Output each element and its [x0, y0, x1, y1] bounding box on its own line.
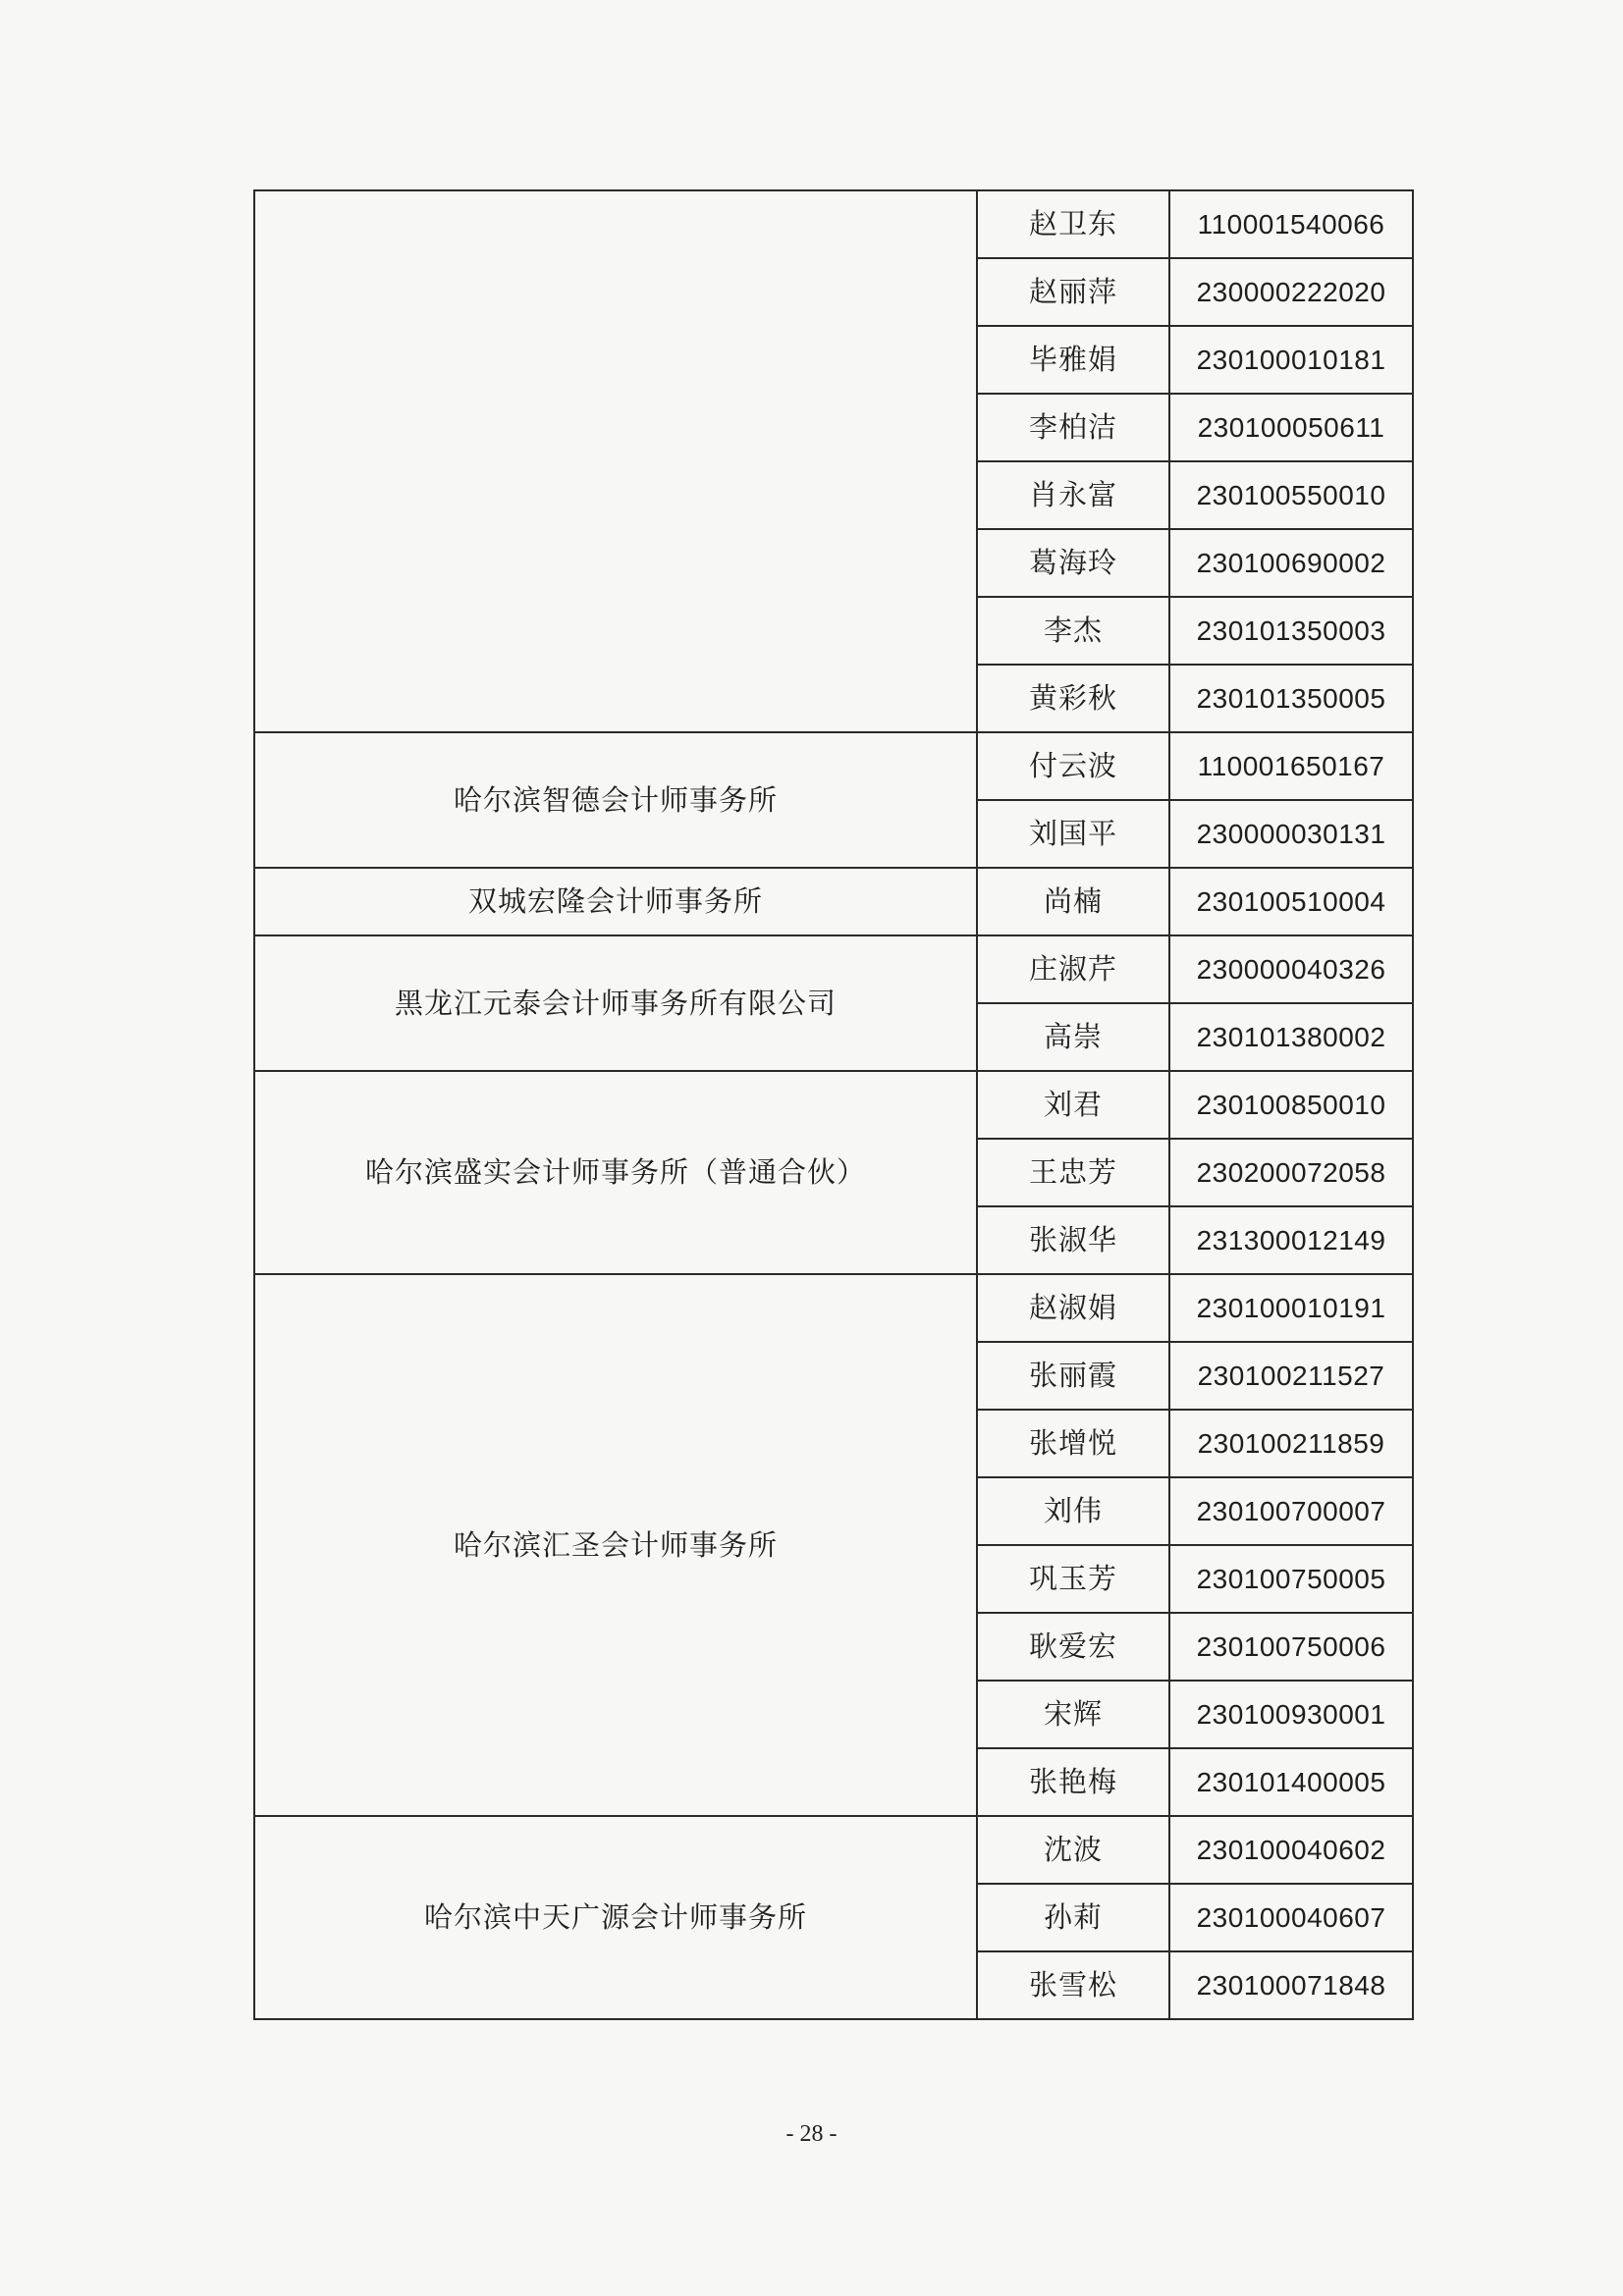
accountant-name-cell: 沈波	[977, 1816, 1169, 1884]
certificate-number-cell: 230101350005	[1169, 665, 1413, 732]
accountant-name-cell: 毕雅娟	[977, 326, 1169, 394]
certificate-number-cell: 231300012149	[1169, 1206, 1413, 1274]
firm-name-cell: 哈尔滨盛实会计师事务所（普通合伙）	[254, 1071, 977, 1274]
certificate-number-cell: 230100700007	[1169, 1477, 1413, 1545]
table-row	[254, 1071, 1413, 1139]
certificate-number-cell: 230101400005	[1169, 1748, 1413, 1816]
certificate-number-cell: 230200072058	[1169, 1139, 1413, 1206]
accountant-name-cell: 张雪松	[977, 1951, 1169, 2019]
certificate-number-cell: 230100850010	[1169, 1071, 1413, 1139]
certificate-number-cell: 230101380002	[1169, 1003, 1413, 1071]
accountant-name-cell: 刘君	[977, 1071, 1169, 1139]
accountant-name-cell: 张丽霞	[977, 1342, 1169, 1410]
accountant-name-cell: 李杰	[977, 597, 1169, 665]
firm-name-cell: 双城宏隆会计师事务所	[254, 868, 977, 935]
accountant-name-cell: 巩玉芳	[977, 1545, 1169, 1613]
accountant-name-cell: 孙莉	[977, 1884, 1169, 1951]
table-row	[254, 190, 1413, 258]
accountant-name-cell: 刘伟	[977, 1477, 1169, 1545]
accountant-table-body	[254, 190, 1413, 2019]
accountant-table	[253, 189, 1414, 2020]
certificate-number-cell: 230000030131	[1169, 800, 1413, 868]
accountant-name-cell: 赵淑娟	[977, 1274, 1169, 1342]
certificate-number-cell: 230100211527	[1169, 1342, 1413, 1410]
accountant-name-cell: 庄淑芹	[977, 935, 1169, 1003]
accountant-name-cell: 宋辉	[977, 1681, 1169, 1748]
accountant-name-cell: 黄彩秋	[977, 665, 1169, 732]
accountant-name-cell: 刘国平	[977, 800, 1169, 868]
firm-name-cell: 哈尔滨智德会计师事务所	[254, 732, 977, 868]
certificate-number-cell: 230100010181	[1169, 326, 1413, 394]
certificate-number-cell: 230100750006	[1169, 1613, 1413, 1681]
certificate-number-cell: 230000040326	[1169, 935, 1413, 1003]
page-number: - 28 -	[785, 2121, 838, 2147]
firm-name-cell: 哈尔滨汇圣会计师事务所	[254, 1274, 977, 1816]
accountant-name-cell: 耿爱宏	[977, 1613, 1169, 1681]
firm-name-cell: 黑龙江元泰会计师事务所有限公司	[254, 935, 977, 1071]
accountant-name-cell: 肖永富	[977, 461, 1169, 529]
certificate-number-cell: 230100211859	[1169, 1410, 1413, 1477]
certificate-number-cell: 230100550010	[1169, 461, 1413, 529]
table-row	[254, 868, 1413, 935]
accountant-name-cell: 高崇	[977, 1003, 1169, 1071]
accountant-name-cell: 赵卫东	[977, 190, 1169, 258]
certificate-number-cell: 230100071848	[1169, 1951, 1413, 2019]
certificate-number-cell: 230101350003	[1169, 597, 1413, 665]
table-row	[254, 1274, 1413, 1342]
accountant-name-cell: 赵丽萍	[977, 258, 1169, 326]
certificate-number-cell: 230100690002	[1169, 529, 1413, 597]
firm-name-cell: 哈尔滨中天广源会计师事务所	[254, 1816, 977, 2019]
accountant-name-cell: 葛海玲	[977, 529, 1169, 597]
certificate-number-cell: 230100040607	[1169, 1884, 1413, 1951]
firm-name-cell	[254, 190, 977, 732]
accountant-name-cell: 尚楠	[977, 868, 1169, 935]
certificate-number-cell: 230100750005	[1169, 1545, 1413, 1613]
table-row	[254, 1816, 1413, 1884]
accountant-name-cell: 张淑华	[977, 1206, 1169, 1274]
accountant-name-cell: 李柏洁	[977, 394, 1169, 461]
certificate-number-cell: 110001650167	[1169, 732, 1413, 800]
certificate-number-cell: 230000222020	[1169, 258, 1413, 326]
accountant-name-cell: 张增悦	[977, 1410, 1169, 1477]
accountant-name-cell: 王忠芳	[977, 1139, 1169, 1206]
accountant-name-cell: 付云波	[977, 732, 1169, 800]
certificate-number-cell: 230100930001	[1169, 1681, 1413, 1748]
certificate-number-cell: 110001540066	[1169, 190, 1413, 258]
certificate-number-cell: 230100040602	[1169, 1816, 1413, 1884]
certificate-number-cell: 230100010191	[1169, 1274, 1413, 1342]
certificate-number-cell: 230100510004	[1169, 868, 1413, 935]
table-row	[254, 935, 1413, 1003]
table-row	[254, 732, 1413, 800]
certificate-number-cell: 230100050611	[1169, 394, 1413, 461]
accountant-name-cell: 张艳梅	[977, 1748, 1169, 1816]
